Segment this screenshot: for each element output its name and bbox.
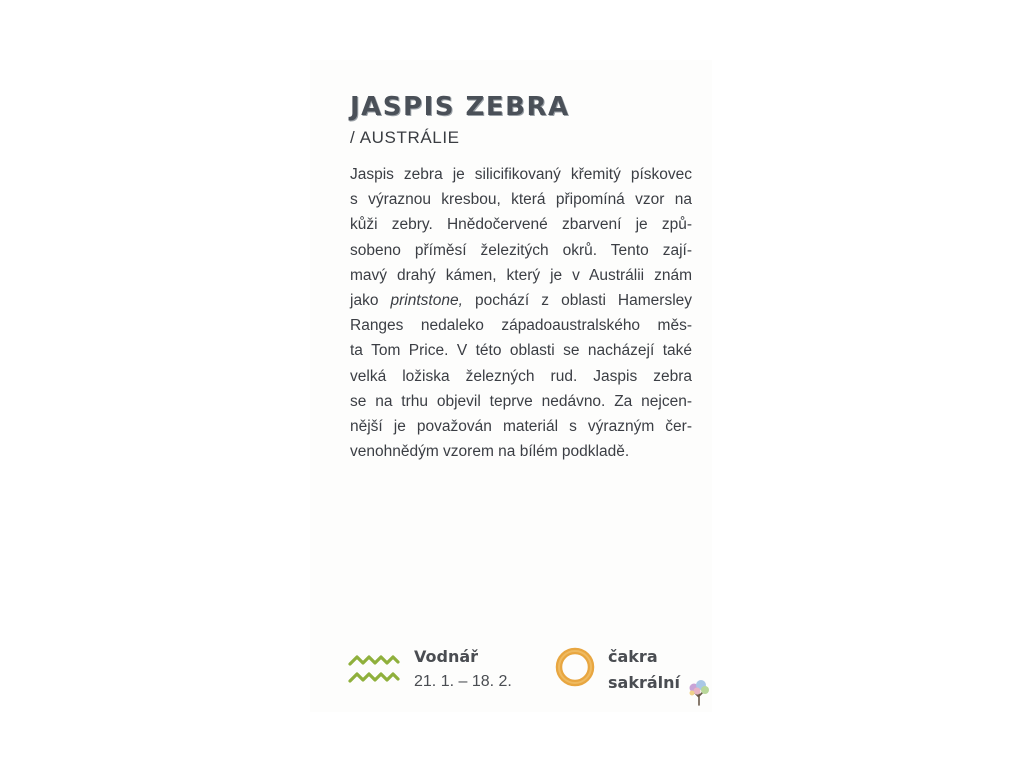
sacral-chakra-ring-icon — [554, 646, 596, 688]
body-line: velká ložiska železných rud. Jaspis zebra — [350, 367, 692, 385]
body-line-prefix: jako — [350, 291, 379, 309]
body-line: nější je považován materiál s výrazným čer- — [350, 417, 692, 435]
aquarius-waves-icon — [348, 650, 400, 686]
tree-logo-icon — [684, 677, 714, 707]
italic-term: printstone, — [390, 291, 463, 309]
description-text — [350, 162, 692, 464]
body-line: sobeno příměsí železitých okrů. Tento zají- — [350, 241, 692, 259]
body-line: se na trhu objevil teprve nedávno. Za nejcen- — [350, 392, 692, 410]
page-title: JASPIS ZEBRA — [350, 92, 570, 122]
body-line: ta Tom Price. V této oblasti se nacházejí také — [350, 342, 692, 360]
body-line: Jaspis zebra je silicifikovaný křemitý pískovec — [350, 166, 692, 183]
body-line: venohnědým vzorem na bílém podkladě. — [350, 443, 630, 461]
chakra-label-line2: sakrální — [608, 673, 681, 692]
body-line: mavý drahý kámen, který je v Austrálii znám — [350, 266, 692, 284]
body-line-rest: pochází z oblasti Hamersley — [474, 291, 693, 309]
page-subtitle-origin: / AUSTRÁLIE — [350, 128, 460, 147]
chakra-label-line1: čakra — [608, 647, 658, 666]
footer-info — [310, 645, 712, 705]
body-line: s výraznou kresbou, která připomíná vzor na — [350, 191, 692, 209]
zodiac-sign-name: Vodnář — [414, 647, 479, 666]
body-line: kůži zebry. Hnědočervené zbarvení je způ- — [350, 216, 692, 234]
body-line: Ranges nedaleko západoaustralského měs- — [350, 317, 692, 335]
body-line-with-italic — [350, 288, 692, 313]
book-page — [310, 60, 712, 712]
zodiac-sign-dates: 21. 1. – 18. 2. — [414, 673, 512, 690]
